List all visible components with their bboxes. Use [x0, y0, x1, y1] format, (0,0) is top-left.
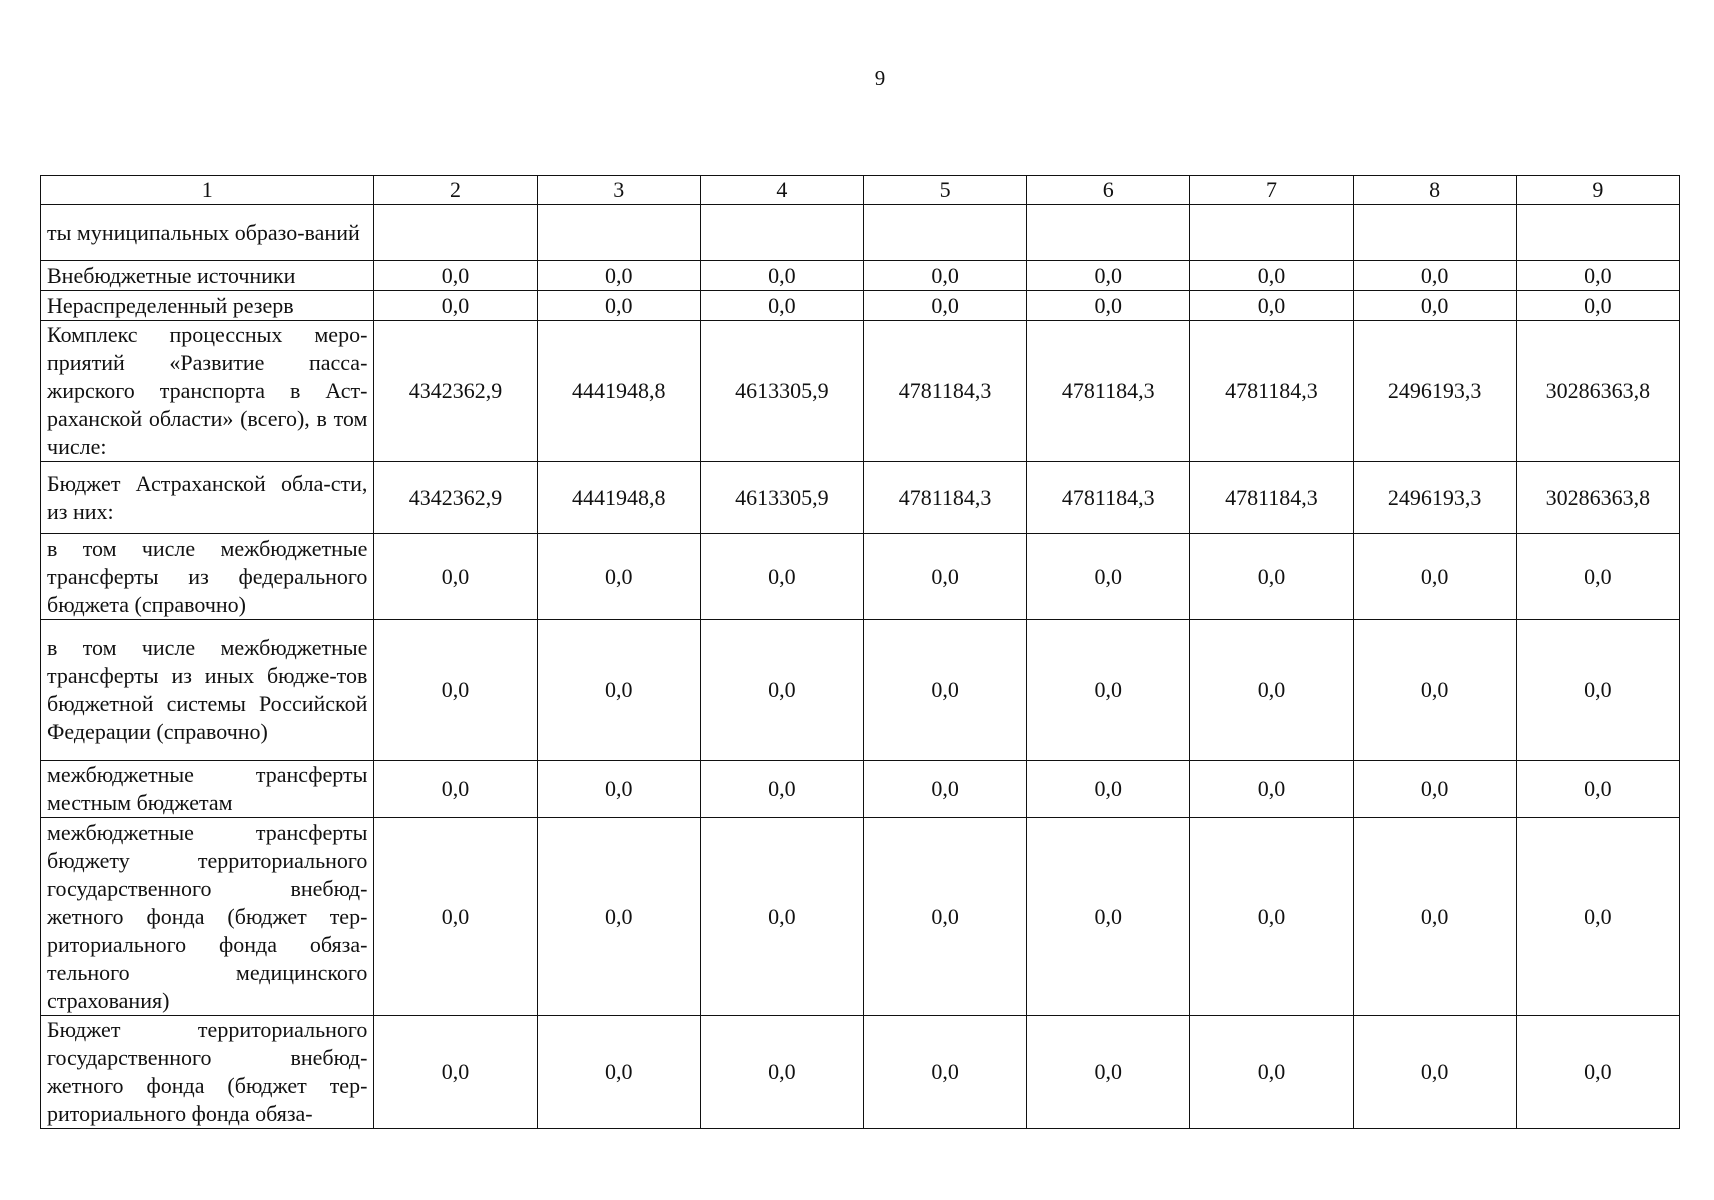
row-label: Бюджет территориального государственного внебюд-жетного фонда (бюджет тер-риториального фонда обяза- — [41, 1016, 374, 1129]
value-cell: 0,0 — [1353, 818, 1516, 1016]
row-label: Бюджет Астраханской обла-сти, из них: — [41, 462, 374, 534]
value-cell: 0,0 — [700, 1016, 863, 1129]
value-cell: 0,0 — [1190, 1016, 1353, 1129]
value-cell: 0,0 — [1516, 761, 1679, 818]
value-cell: 4613305,9 — [700, 462, 863, 534]
value-cell: 4781184,3 — [1027, 462, 1190, 534]
value-cell: 30286363,8 — [1516, 462, 1679, 534]
value-cell: 0,0 — [1516, 534, 1679, 620]
value-cell: 0,0 — [1190, 620, 1353, 761]
value-cell: 0,0 — [1353, 261, 1516, 291]
value-cell: 4781184,3 — [1027, 321, 1190, 462]
value-cell: 30286363,8 — [1516, 321, 1679, 462]
value-cell: 0,0 — [1353, 761, 1516, 818]
value-cell: 0,0 — [1190, 818, 1353, 1016]
value-cell — [1516, 205, 1679, 261]
value-cell: 4781184,3 — [863, 462, 1026, 534]
column-header: 3 — [537, 176, 700, 205]
value-cell: 0,0 — [1027, 818, 1190, 1016]
value-cell: 0,0 — [863, 620, 1026, 761]
table-row — [41, 321, 1680, 462]
value-cell: 0,0 — [1353, 291, 1516, 321]
value-cell: 0,0 — [537, 291, 700, 321]
value-cell: 4441948,8 — [537, 462, 700, 534]
value-cell: 0,0 — [863, 261, 1026, 291]
value-cell: 0,0 — [700, 261, 863, 291]
table-body — [41, 205, 1680, 1129]
table-row — [41, 261, 1680, 291]
row-label: Нераспределенный резерв — [41, 291, 374, 321]
value-cell: 0,0 — [700, 620, 863, 761]
value-cell: 0,0 — [863, 1016, 1026, 1129]
value-cell: 0,0 — [374, 818, 537, 1016]
value-cell — [374, 205, 537, 261]
value-cell: 4781184,3 — [1190, 462, 1353, 534]
value-cell: 0,0 — [1190, 261, 1353, 291]
value-cell: 0,0 — [863, 534, 1026, 620]
value-cell — [1027, 205, 1190, 261]
row-label: Комплекс процессных меро-приятий «Развитие пасса-жирского транспорта в Аст-раханской области» (всего), в том числе: — [41, 321, 374, 462]
value-cell: 4781184,3 — [863, 321, 1026, 462]
table-row — [41, 761, 1680, 818]
table-row — [41, 818, 1680, 1016]
value-cell: 0,0 — [374, 291, 537, 321]
value-cell: 2496193,3 — [1353, 462, 1516, 534]
value-cell: 0,0 — [1516, 1016, 1679, 1129]
value-cell: 0,0 — [700, 534, 863, 620]
value-cell: 0,0 — [1027, 534, 1190, 620]
table-row — [41, 205, 1680, 261]
value-cell: 0,0 — [537, 1016, 700, 1129]
value-cell: 0,0 — [1353, 620, 1516, 761]
row-label: межбюджетные трансферты бюджету территориального государственного внебюд-жетного фонда (бюджет тер-риториального фонда обяза-тельного медицинского страхования) — [41, 818, 374, 1016]
table-row — [41, 620, 1680, 761]
budget-table — [40, 175, 1680, 1129]
value-cell: 0,0 — [374, 534, 537, 620]
table-row — [41, 291, 1680, 321]
value-cell: 0,0 — [1190, 761, 1353, 818]
value-cell: 0,0 — [1353, 534, 1516, 620]
value-cell: 0,0 — [700, 818, 863, 1016]
value-cell: 0,0 — [537, 534, 700, 620]
value-cell: 0,0 — [1027, 291, 1190, 321]
value-cell: 4342362,9 — [374, 321, 537, 462]
column-header: 1 — [41, 176, 374, 205]
value-cell: 4613305,9 — [700, 321, 863, 462]
table-row — [41, 534, 1680, 620]
row-label: в том числе межбюджетные трансферты из иных бюдже-тов бюджетной системы Российской Федерации (справочно) — [41, 620, 374, 761]
value-cell: 0,0 — [537, 818, 700, 1016]
value-cell: 0,0 — [1190, 291, 1353, 321]
column-header: 6 — [1027, 176, 1190, 205]
value-cell: 0,0 — [1190, 534, 1353, 620]
value-cell: 4342362,9 — [374, 462, 537, 534]
value-cell: 0,0 — [374, 261, 537, 291]
table-header-row — [41, 176, 1680, 205]
value-cell: 4441948,8 — [537, 321, 700, 462]
value-cell — [1190, 205, 1353, 261]
value-cell: 0,0 — [863, 818, 1026, 1016]
value-cell: 0,0 — [1516, 620, 1679, 761]
column-header: 2 — [374, 176, 537, 205]
row-label: в том числе межбюджетные трансферты из федерального бюджета (справочно) — [41, 534, 374, 620]
table-row — [41, 462, 1680, 534]
table-row — [41, 1016, 1680, 1129]
value-cell: 4781184,3 — [1190, 321, 1353, 462]
value-cell: 0,0 — [537, 261, 700, 291]
value-cell: 0,0 — [537, 761, 700, 818]
value-cell: 0,0 — [374, 1016, 537, 1129]
row-label: Внебюджетные источники — [41, 261, 374, 291]
value-cell: 0,0 — [1516, 291, 1679, 321]
value-cell — [863, 205, 1026, 261]
row-label: ты муниципальных образо-ваний — [41, 205, 374, 261]
value-cell: 0,0 — [1027, 761, 1190, 818]
value-cell: 0,0 — [863, 761, 1026, 818]
value-cell: 0,0 — [1353, 1016, 1516, 1129]
value-cell — [700, 205, 863, 261]
value-cell: 0,0 — [537, 620, 700, 761]
value-cell — [1353, 205, 1516, 261]
row-label: межбюджетные трансферты местным бюджетам — [41, 761, 374, 818]
value-cell: 2496193,3 — [1353, 321, 1516, 462]
value-cell: 0,0 — [1027, 1016, 1190, 1129]
value-cell: 0,0 — [700, 761, 863, 818]
column-header: 4 — [700, 176, 863, 205]
value-cell: 0,0 — [1516, 818, 1679, 1016]
column-header: 9 — [1516, 176, 1679, 205]
value-cell: 0,0 — [1516, 261, 1679, 291]
value-cell: 0,0 — [700, 291, 863, 321]
value-cell: 0,0 — [1027, 620, 1190, 761]
value-cell: 0,0 — [863, 291, 1026, 321]
column-header: 7 — [1190, 176, 1353, 205]
column-header: 8 — [1353, 176, 1516, 205]
value-cell — [537, 205, 700, 261]
value-cell: 0,0 — [374, 620, 537, 761]
value-cell: 0,0 — [1027, 261, 1190, 291]
page-number: 9 — [874, 66, 886, 90]
value-cell: 0,0 — [374, 761, 537, 818]
column-header: 5 — [863, 176, 1026, 205]
